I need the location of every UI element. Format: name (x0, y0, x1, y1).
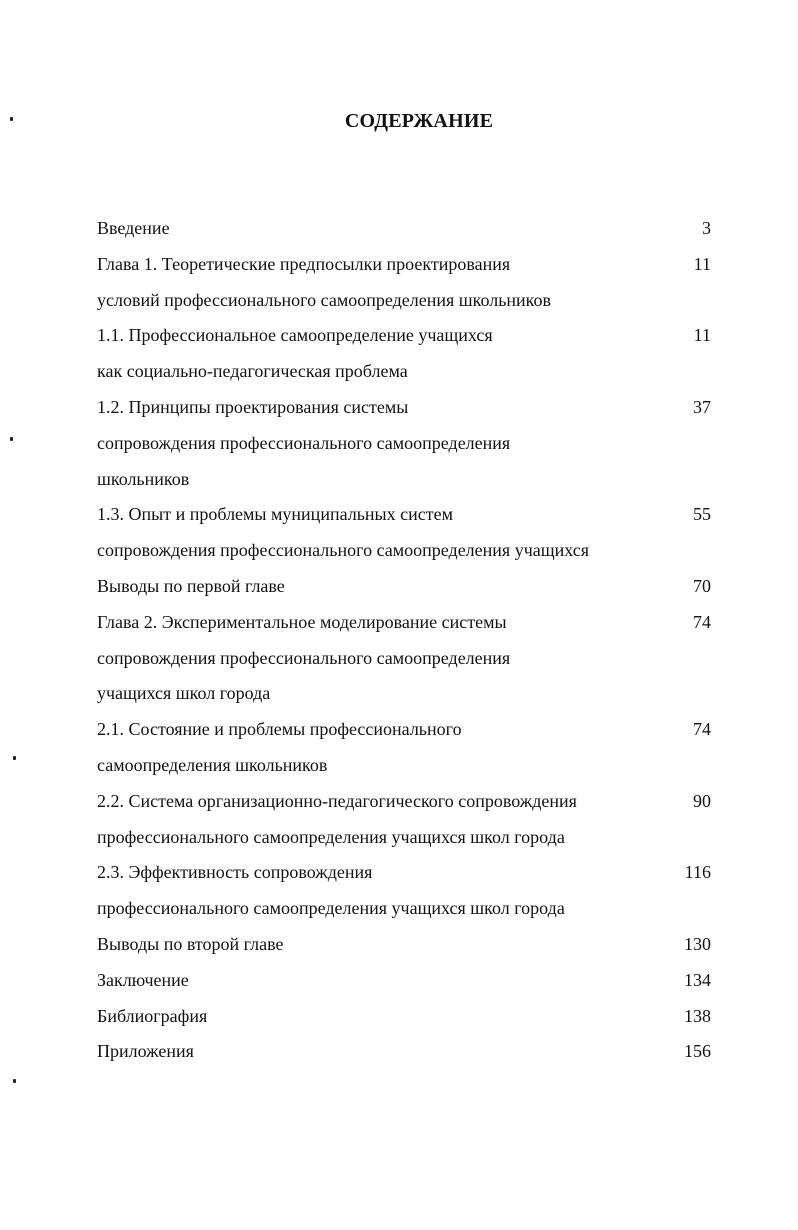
toc-line (97, 1034, 717, 1070)
toc-page-number: 11 (693, 325, 711, 346)
toc-entry-text: Выводы по первой главе (97, 575, 285, 596)
toc-entry-text: сопровождения профессионального самоопределения (97, 647, 511, 668)
toc-line (97, 712, 717, 748)
toc-page-number: 74 (693, 611, 711, 632)
toc-entry-text: 1.3. Опыт и проблемы муниципальных систем (97, 504, 454, 525)
toc-line (97, 247, 717, 283)
toc-page-number: 55 (693, 504, 711, 525)
toc-entry-text: 2.2. Система организационно-педагогического сопровождения (97, 790, 577, 811)
toc-entry-text: 2.3. Эффективность сопровождения (97, 862, 373, 883)
toc-line (97, 390, 717, 426)
toc-line (97, 641, 717, 677)
toc-entry-text: сопровождения профессионального самоопределения учащихся (97, 540, 589, 561)
toc-line (97, 426, 717, 462)
toc-line (97, 963, 717, 999)
toc-entry-text: 1.1. Профессиональное самоопределение учащихся (97, 325, 493, 346)
toc-entry-text: профессионального самоопределения учащихся школ города (97, 898, 565, 919)
toc-entry-text: Глава 1. Теоретические предпосылки проектирования (97, 253, 511, 274)
scan-artifact (13, 756, 16, 760)
toc-entry-text: Заключение (97, 969, 189, 990)
toc-line (97, 533, 717, 569)
toc-page-number: 130 (684, 933, 711, 954)
scan-artifact (13, 1079, 16, 1083)
toc-entry-text: профессионального самоопределения учащихся школ города (97, 826, 565, 847)
toc-line (97, 855, 717, 891)
page-title: СОДЕРЖАНИЕ (344, 110, 494, 132)
toc-line (97, 569, 717, 605)
toc-page-number: 90 (693, 790, 711, 811)
toc-entry-text: школьников (97, 468, 190, 489)
toc-page-number: 3 (702, 218, 711, 238)
toc-page-number: 116 (684, 862, 711, 883)
toc-line (97, 283, 717, 319)
toc-entry-text: учащихся школ города (97, 683, 271, 704)
toc-line (97, 497, 717, 533)
toc-entry-text: Выводы по второй главе (97, 933, 284, 954)
scan-artifact (10, 437, 13, 441)
toc-line (97, 211, 717, 247)
toc-entry-text: Приложения (97, 1041, 194, 1062)
toc-entry-text: 2.1. Состояние и проблемы профессионального (97, 719, 462, 740)
toc-entry-text: самоопределения школьников (97, 754, 328, 775)
toc-line (97, 354, 717, 390)
toc-entry-text: как социально-педагогическая проблема (97, 361, 408, 382)
toc-line (97, 999, 717, 1035)
toc-line (97, 462, 717, 498)
toc-entry-text: условий профессионального самоопределения школьников (97, 289, 551, 310)
toc-line (97, 927, 717, 963)
toc-entry-text: Введение (97, 218, 170, 238)
toc-page-number: 70 (693, 575, 711, 596)
toc-page-number: 11 (693, 253, 711, 274)
toc-line (97, 318, 717, 354)
toc-page-number: 74 (693, 719, 711, 740)
toc-line (97, 748, 717, 784)
toc-line (97, 784, 717, 820)
toc-entry-text: сопровождения профессионального самоопределения (97, 432, 511, 453)
toc-line (97, 605, 717, 641)
toc-entry-text: 1.2. Принципы проектирования системы (97, 396, 409, 417)
toc-line (97, 891, 717, 927)
toc-entry-text: Глава 2. Экспериментальное моделирование системы (97, 611, 507, 632)
toc-page-number: 138 (684, 1005, 711, 1026)
toc-line (97, 820, 717, 856)
toc-page-number: 37 (693, 396, 711, 417)
table-of-contents (97, 211, 717, 1070)
toc-line (97, 676, 717, 712)
toc-page-number: 156 (684, 1041, 711, 1062)
toc-entry-text: Библиография (97, 1005, 208, 1026)
toc-page-number: 134 (684, 969, 711, 990)
